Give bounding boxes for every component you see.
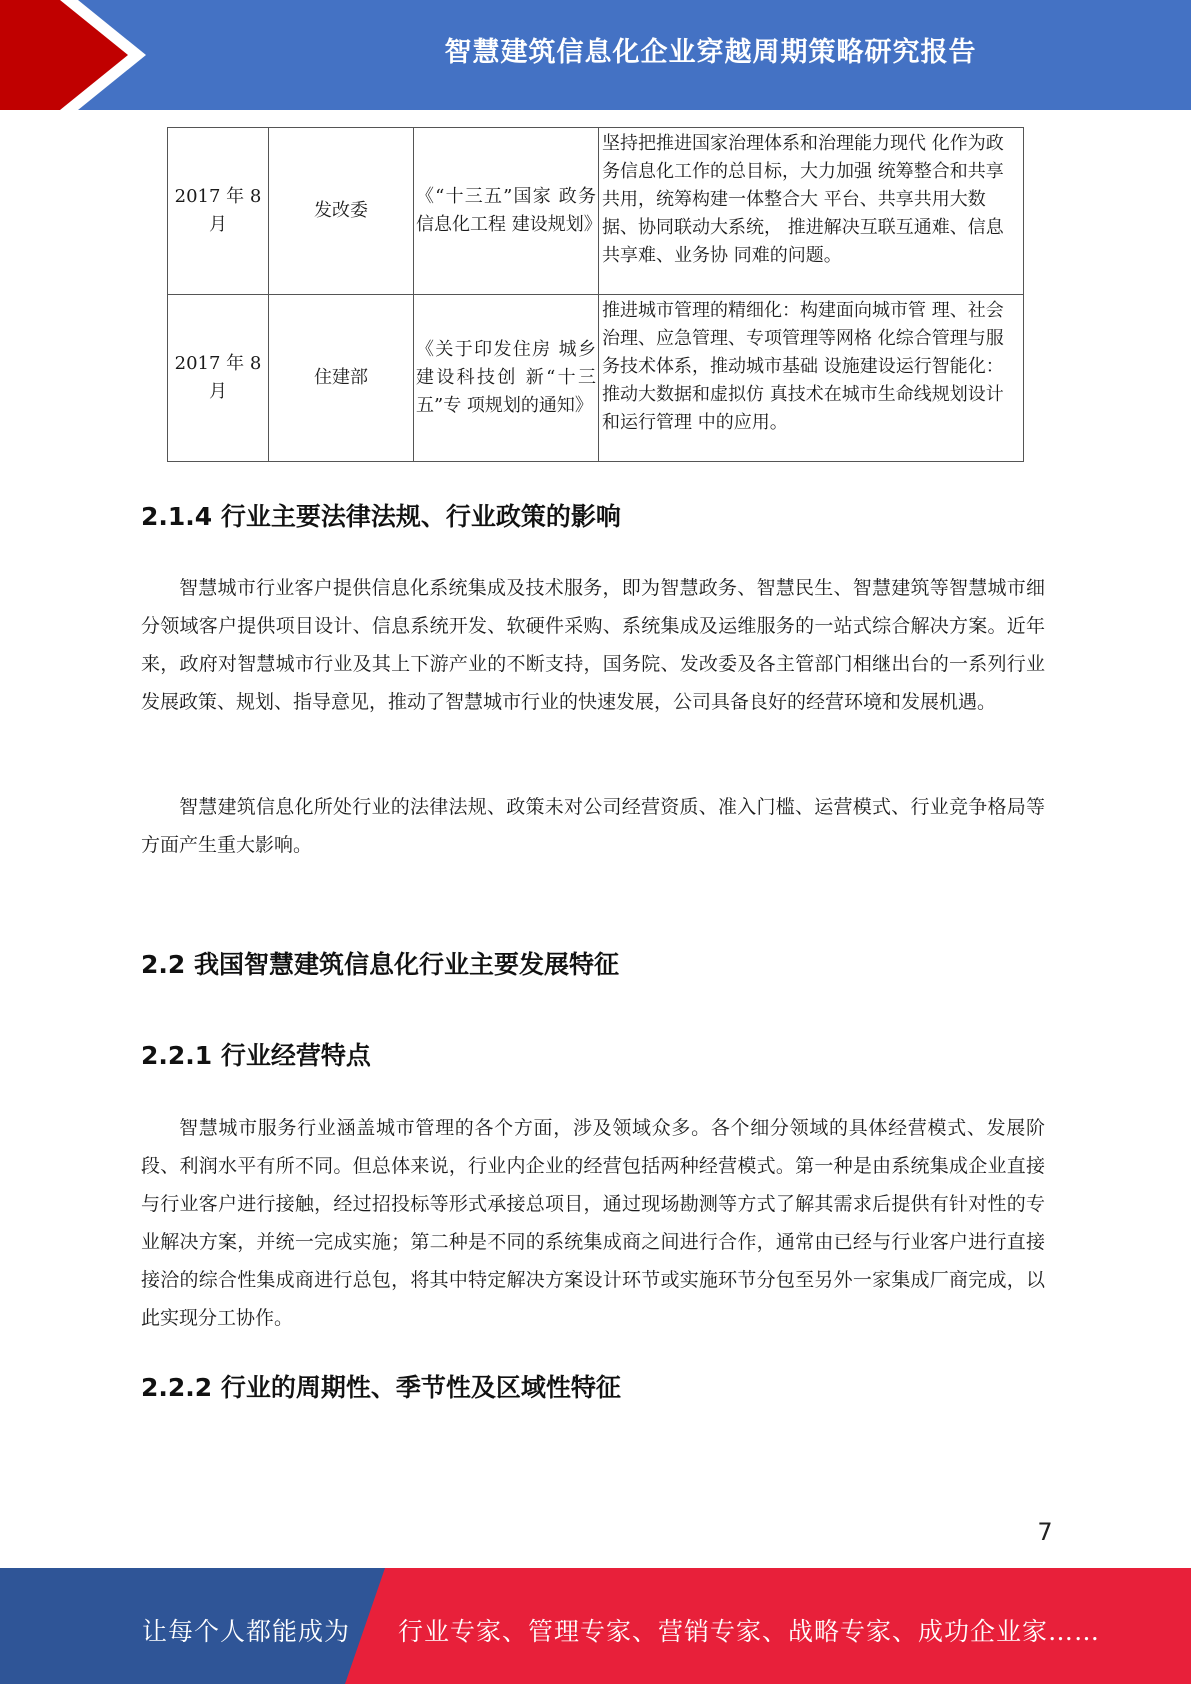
date-cell: 2017 年 8 月 (168, 295, 269, 462)
red-chevron-icon (0, 0, 160, 110)
report-title: 智慧建筑信息化企业穿越周期策略研究报告 (444, 37, 977, 68)
content-cell: 推进城市管理的精细化：构建面向城市管 理、社会治理、应急管理、专项管理等网格 化综合管理与服务技术体系，推动城市基础 设施建设运行智能化：推动大数据和虚拟仿 真技术在城市生命线规划设计和运行管理 中的应用。 (599, 295, 1024, 462)
table-row (168, 128, 1024, 295)
department-cell: 发改委 (269, 128, 414, 295)
document-cell: 《“十三五”国家 政务信息化工程 建设规划》 (414, 128, 599, 295)
paragraph-2-1-4-second: 智慧建筑信息化所处行业的法律法规、政策未对公司经营资质、准入门槛、运营模式、行业竞争格局等方面产生重大影响。 (141, 796, 1045, 856)
page-number: 7 (1037, 1518, 1053, 1546)
page-header (0, 0, 1191, 110)
section-heading-2-2-2: 2.2.2 行业的周期性、季节性及区域性特征 (141, 1373, 621, 1402)
document-cell: 《关于印发住房 城乡建设科技创 新“十三五”专 项规划的通知》 (414, 295, 599, 462)
section-heading-2-1-4: 2.1.4 行业主要法律法规、行业政策的影响 (141, 502, 621, 531)
section-heading-2-2-1: 2.2.1 行业经营特点 (141, 1041, 371, 1070)
table-row (168, 295, 1024, 462)
department-cell: 住建部 (269, 295, 414, 462)
content-cell: 坚持把推进国家治理体系和治理能力现代 化作为政务信息化工作的总目标，大力加强 统筹整合和共享共用，统筹构建一体整合大 平台、共享共用大数据、协同联动大系统， 推进解决互联互通难、信息共享难、业务协 同难的问题。 (599, 128, 1024, 295)
date-cell: 2017 年 8 月 (168, 128, 269, 295)
paragraph-2-1-4-first: 智慧城市行业客户提供信息化系统集成及技术服务，即为智慧政务、智慧民生、智慧建筑等智慧城市细分领域客户提供项目设计、信息系统开发、软硬件采购、系统集成及运维服务的一站式综合解决方案。近年来，政府对智慧城市行业及其上下游产业的不断支持，国务院、发改委及各主管部门相继出台的一系列行业发展政策、规划、指导意见，推动了智慧城市行业的快速发展，公司具备良好的经营环境和发展机遇。 (141, 577, 1045, 713)
page-footer (0, 1568, 1191, 1684)
policy-table (167, 127, 1024, 462)
footer-slogan-right: 行业专家、管理专家、营销专家、战略专家、成功企业家…… (398, 1617, 1101, 1646)
section-heading-2-2: 2.2 我国智慧建筑信息化行业主要发展特征 (141, 950, 619, 979)
paragraph-2-2-1: 智慧城市服务行业涵盖城市管理的各个方面，涉及领域众多。各个细分领域的具体经营模式、发展阶段、利润水平有所不同。但总体来说，行业内企业的经营包括两种经营模式。第一种是由系统集成企业直接与行业客户进行接触，经过招投标等形式承接总项目，通过现场勘测等方式了解其需求后提供有针对性的专业解决方案，并统一完成实施；第二种是不同的系统集成商之间进行合作，通常由已经与行业客户进行直接接洽的综合性集成商进行总包，将其中特定解决方案设计环节或实施环节分包至另外一家集成厂商完成，以此实现分工协作。 (141, 1117, 1045, 1329)
footer-slogan-left: 让每个人都能成为 (142, 1617, 351, 1646)
